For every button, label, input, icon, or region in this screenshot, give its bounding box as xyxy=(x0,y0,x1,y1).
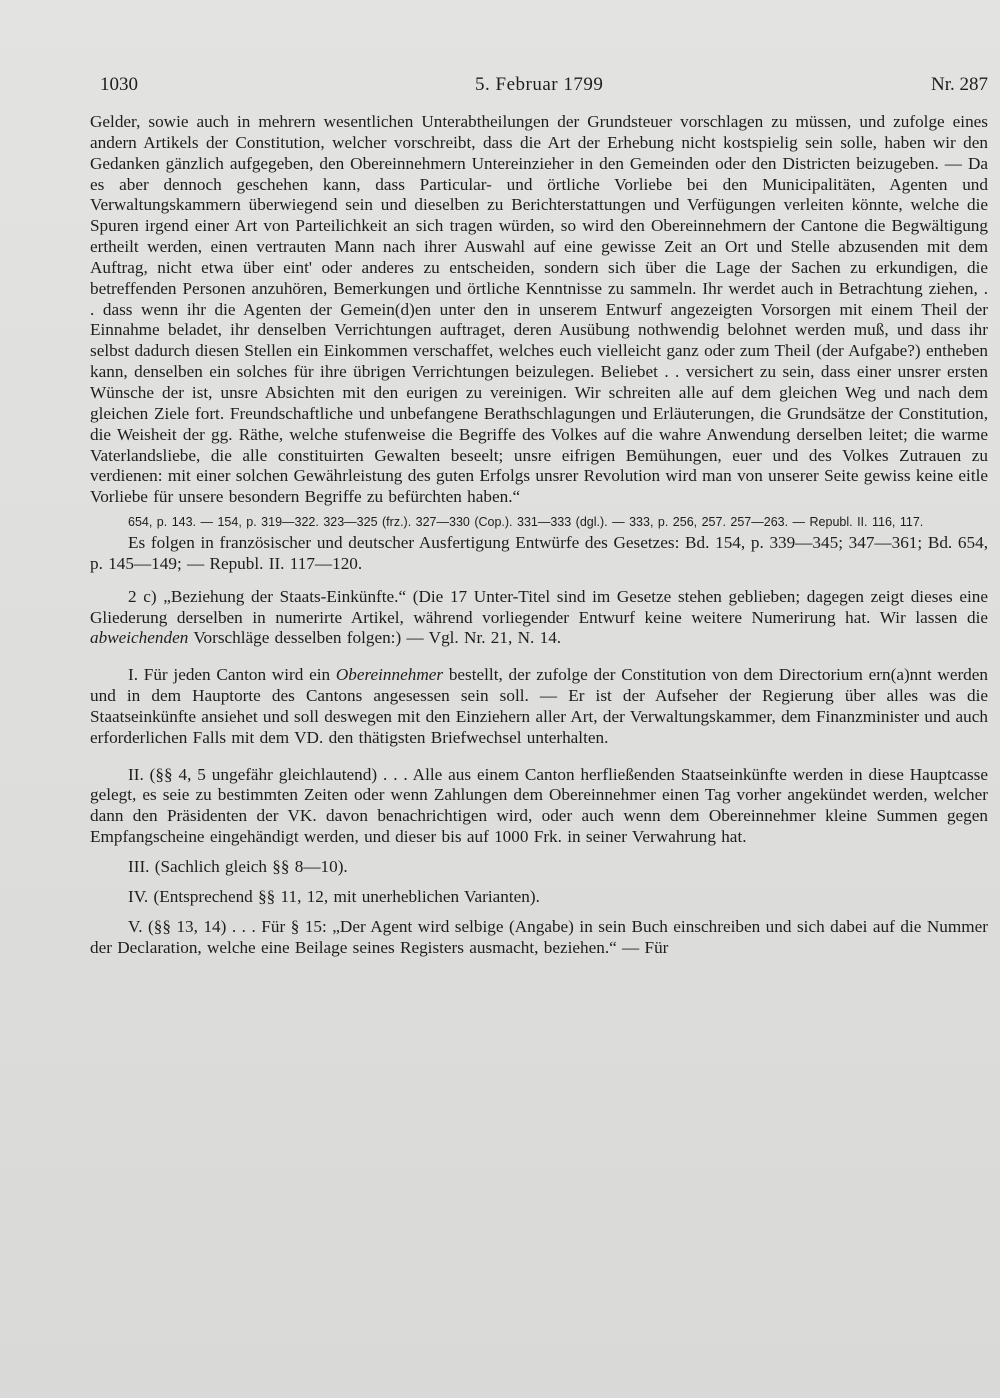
emphasis: abweichenden xyxy=(90,628,189,648)
text-run: Vorschläge desselben folgen:) — Vgl. Nr. 21, N. 14. xyxy=(188,628,562,648)
paragraph-article-1 xyxy=(90,665,988,748)
document-number: Nr. 287 xyxy=(931,74,988,95)
paragraph-article-4: IV. (Entsprechend §§ 11, 12, mit unerheblichen Varianten). xyxy=(128,886,540,906)
paragraph-article-2: II. (§§ 4, 5 ungefähr gleichlautend) . . . Alle aus einem Canton herfließenden Staatseinkünfte werden in diese Hauptcasse gelegt, es seie zu bestimmten Zeiten oder wenn Zahlungen dem Obereinnehmer einen Tag vorher angekündet werden, welcher dann den Präsidenten der VK. davon benachrichtigen wird, oder auch wenn dem Obereinnehmer kleine Summen gegen Empfangscheine eingehändigt werden, und dieser bis auf 1000 Frk. in seiner Verwahrung hat. xyxy=(90,764,988,847)
paragraph-article-5: V. (§§ 13, 14) . . . Für § 15: „Der Agent wird selbige (Angabe) in sein Buch einschreiben und sich dabei auf die Nummer der Declaration, welche eine Beilage seines Registers ausmacht, beziehen.“ — Für xyxy=(90,916,988,957)
paragraph-article-3: III. (Sachlich gleich §§ 8—10). xyxy=(128,857,348,876)
page-date: 5. Februar 1799 xyxy=(475,74,604,95)
paragraph-drafts: Es folgen in französischer und deutscher Ausfertigung Entwürfe des Gesetzes: Bd. 154, p. 339—345; 347—361; Bd. 654, p. 145—149; — Republ. II. 117—120. xyxy=(90,533,988,573)
paragraph-continued: Gelder, sowie auch in mehrern wesentlichen Unterabtheilungen der Grundsteuer vorschlagen zu müssen, und zufolge eines andern Artikels der Constitution, welcher vorschreibt, dass die Art der Erhebung nicht kostspielig sein solle, haben wir den Gedanken gänzlich aufgegeben, den Obereinnehmern Untereinzieher in den Gemeinden oder den Districten beizugeben. — Da es aber dennoch geschehen kann, dass Particular- und örtliche Vorliebe bei den Municipalitäten, Agenten und Verwaltungskammern überwiegend sein und dieselben zu Berichterstattungen und Verfügungen verleiten könnte, welche die Spuren irgend einer Art von Parteilichkeit an sich tragen würden, so wird den Obereinnehmern der Cantone die Begwältigung ertheilt werden, einen vertrauten Mann nach ihrer Auswahl auf eine gewisse Zeit an Ort und Stelle abzusenden mit dem Auftrag, nicht etwa über eint' oder anderes zu entscheiden, sondern sich über die Lage der Sachen zu erkundigen, die betreffenden Personen anzuhören, Bemerkungen und örtliche Kenntnisse zu sammeln. Ihr werdet auch in Betrachtung ziehen, . . dass wenn ihr die Agenten der Gemein(d)en unter den in unserem Entwurf angezeigten Vorsorgen mit einem Theil der Einnahme beladet, ihr denselben Verrichtungen auftraget, deren Ausübung nothwendig belohnet werden muß, und dass ihr selbst dadurch diesen Stellen ein Einkommen verschaffet, welches euch vielleicht ganz oder zum Theil (der Aufgabe?) entheben kann, denselben ein solches für ihre übrigen Verrichtungen beizulegen. Beliebet . . versichert zu sein, dass einer unsrer ersten Wünsche der ist, unsre Absichten mit den eurigen zu vereinigen. Wir schreiten alle auf dem gleichen Weg und nach dem gleichen Ziele fort. Freundschaftliche und unbefangene Berathschlagungen und Erläuterungen, die Grundsätze der Constitution, die Weisheit der gg. Räthe, welche stufenweise die Begriffe des Volkes auf die wahre Anwendung derselben leitet; die warme Vaterlandsliebe, die alle constituirten Gewalten beseelt; unsre eifrigen Bemühungen, euer und des Volkes Zutrauen zu verdienen: mit einer solchen Gewährleistung des guten Erfolgs unsrer Revolution wird man von unserer Seite gewiss keine eitle Vorliebe für unsere besondern Begriffe zu befürchten haben.“ xyxy=(90,112,988,507)
emphasis: Obereinnehmer xyxy=(335,665,444,685)
text-run: bestellt, der zufolge der Constitution von dem Directorium ern(a)nnt werden und in dem Hauptorte des Cantons angesessen sein soll. — Er ist der Aufseher der Regierung über alles was die Staatseinkünfte ansiehet und soll deswegen mit den Einziehern aller Art, der Verwaltungskammer, dem Finanzminister und auch erforderlichen Falls mit dem VD. den thätigsten Briefwechsel unterhalten. xyxy=(90,665,988,747)
page-number: 1030 xyxy=(100,74,138,95)
text-run: 2 c) „Beziehung der Staats-Einkünfte.“ (Die 17 Unter-Titel sind im Gesetze stehen geblieben; dagegen zeigt dieses eine Gliederung derselben in numerirte Artikel, während vorliegender Entwurf keine weitere Numerirung hat. Wir lassen die xyxy=(90,586,988,627)
source-references: 654, p. 143. — 154, p. 319—322. 323—325 (frz.). 327—330 (Cop.). 331—333 (dgl.). — 333, p. 256, 257. 257—263. — Republ. II. 116, 117. xyxy=(128,515,924,530)
page-header xyxy=(100,74,988,104)
text-run: I. Für jeden Canton wird ein xyxy=(128,665,336,685)
paragraph-section-2c xyxy=(90,587,988,650)
body-text xyxy=(90,112,988,958)
